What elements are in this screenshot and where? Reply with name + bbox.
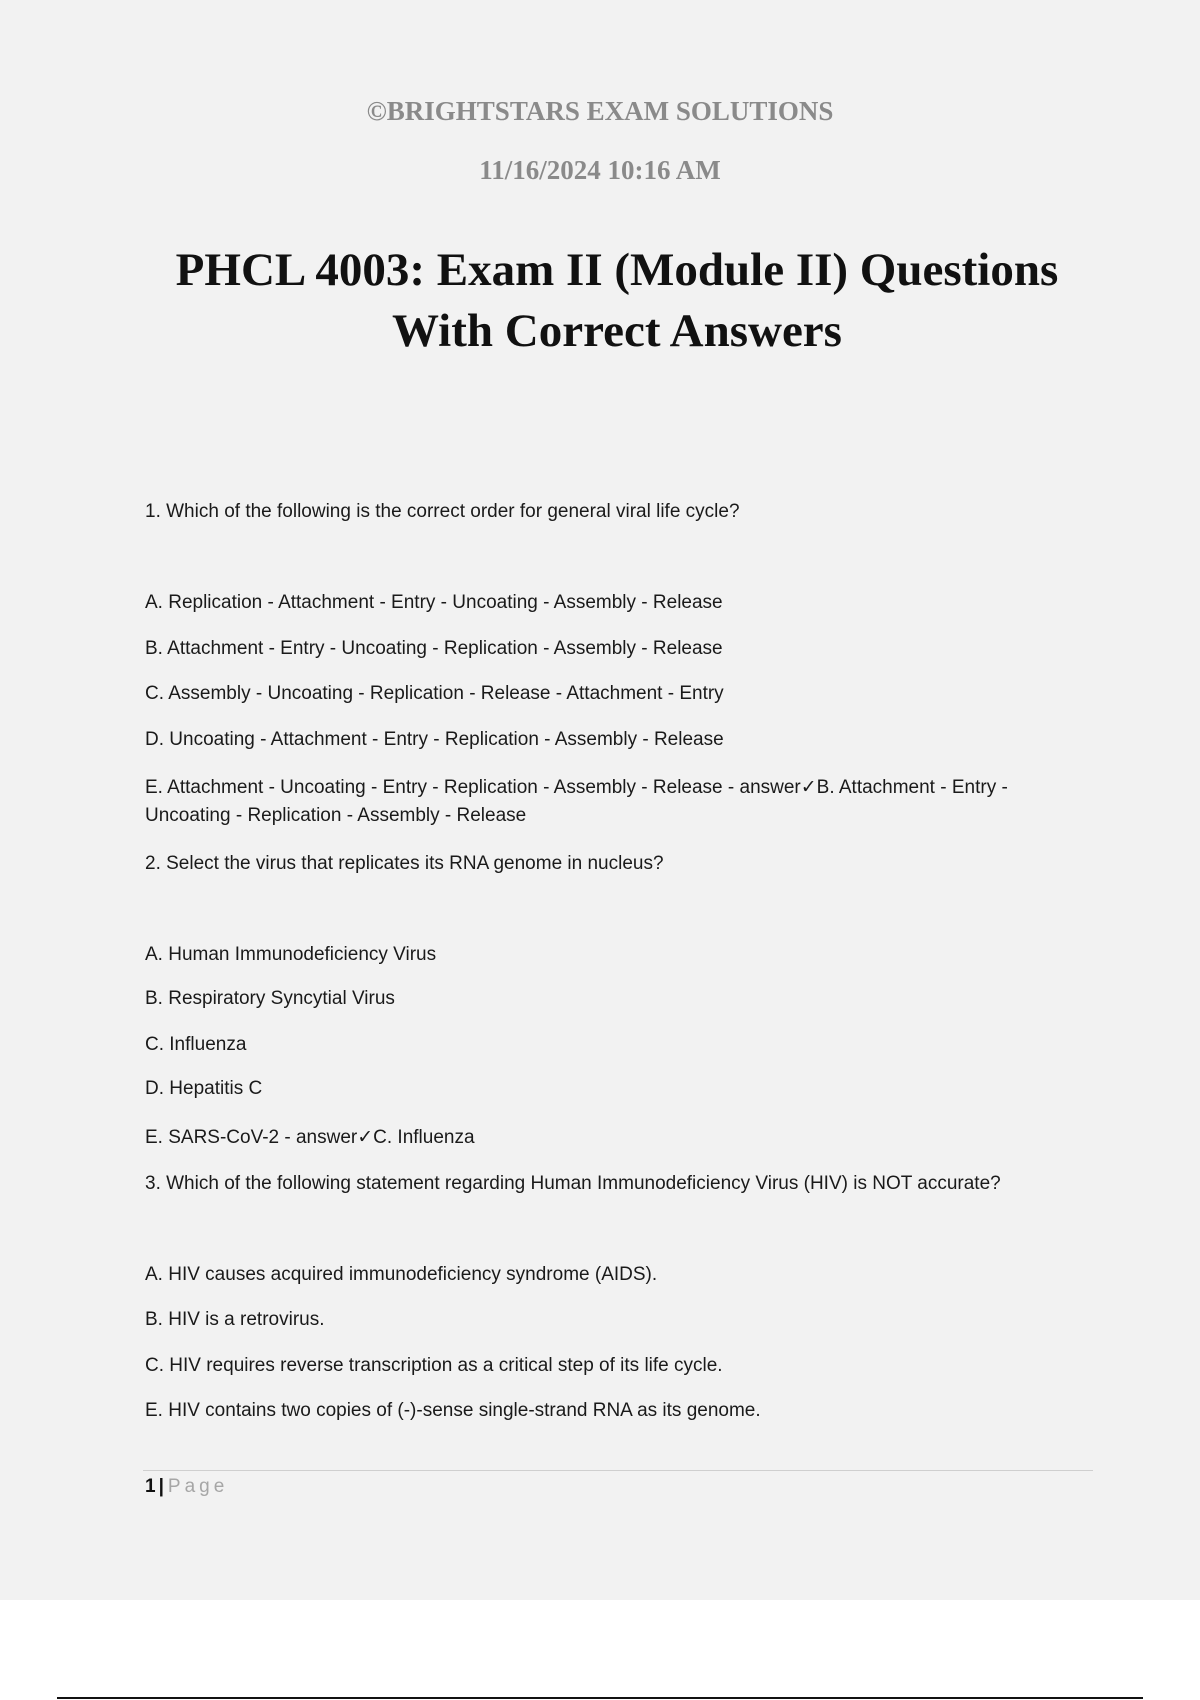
question-3-option-c: C. HIV requires reverse transcription as a critical step of its life cycle. xyxy=(145,1355,723,1376)
question-3-option-a: A. HIV causes acquired immunodeficiency syndrome (AIDS). xyxy=(145,1264,658,1285)
question-1-option-a: A. Replication - Attachment - Entry - Uncoating - Assembly - Release xyxy=(145,592,723,613)
copyright-header: ©BRIGHTSTARS EXAM SOLUTIONS xyxy=(366,96,834,126)
question-1-option-c: C. Assembly - Uncoating - Replication - Release - Attachment - Entry xyxy=(145,683,724,704)
question-2-option-c: C. Influenza xyxy=(145,1034,247,1055)
question-2-option-b: B. Respiratory Syncytial Virus xyxy=(145,988,395,1009)
title-line-1: PHCL 4003: Exam II (Module II) Questions xyxy=(175,244,1059,296)
question-1: 1. Which of the following is the correct order for general viral life cycle? xyxy=(145,501,740,522)
page-label: Page xyxy=(167,1476,229,1497)
question-1-option-e-with-answer: E. Attachment - Uncoating - Entry - Replication - Assembly - Release - answer✓B. Attachment - Entry - Uncoating - Replication - Assembly - Release xyxy=(145,777,1008,826)
page-number: 1 xyxy=(145,1476,156,1497)
question-2-option-a: A. Human Immunodeficiency Virus xyxy=(145,944,437,965)
question-2: 2. Select the virus that replicates its RNA genome in nucleus? xyxy=(145,853,664,874)
question-3-option-b: B. HIV is a retrovirus. xyxy=(145,1309,325,1330)
question-2-option-d: D. Hepatitis C xyxy=(145,1078,263,1099)
next-page-top-rule xyxy=(57,1697,1143,1699)
title-line-2: With Correct Answers xyxy=(392,305,842,357)
question-2-option-e-with-answer: E. SARS-CoV-2 - answer✓C. Influenza xyxy=(145,1127,475,1148)
question-3: 3. Which of the following statement regarding Human Immunodeficiency Virus (HIV) is NOT accurate? xyxy=(145,1173,1001,1194)
page-separator: | xyxy=(158,1476,164,1497)
question-1-option-b: B. Attachment - Entry - Uncoating - Replication - Assembly - Release xyxy=(145,638,723,659)
footer-divider xyxy=(143,1470,1093,1471)
question-1-option-d: D. Uncoating - Attachment - Entry - Replication - Assembly - Release xyxy=(145,729,724,750)
page-footer xyxy=(145,1474,228,1500)
document-title xyxy=(100,240,1134,362)
question-3-option-e: E. HIV contains two copies of (-)-sense single-strand RNA as its genome. xyxy=(145,1400,761,1421)
timestamp-header: 11/16/2024 10:16 AM xyxy=(479,155,721,185)
